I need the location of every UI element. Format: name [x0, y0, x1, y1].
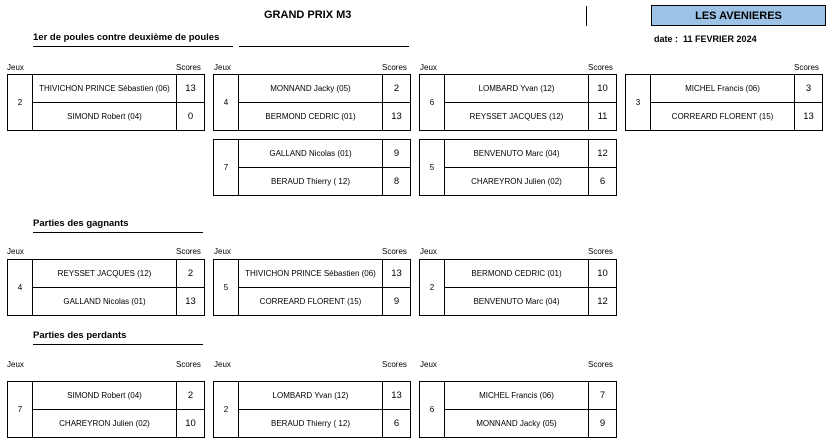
- player-name: BENVENUTO Marc (04): [445, 288, 589, 316]
- player-score: 2: [177, 382, 204, 410]
- player-name: BERAUD Thierry ( 12): [239, 168, 383, 196]
- player-name: CHAREYRON Julien (02): [33, 410, 177, 438]
- jeu-number: 4: [8, 260, 33, 315]
- match-box: [625, 74, 823, 131]
- player-score: 9: [393, 295, 400, 307]
- match-box: [213, 259, 411, 316]
- player-name: THIVICHON PRINCE Sébastien (06): [33, 75, 177, 103]
- jeux-header: Jeux: [7, 247, 24, 256]
- scores-header: Scores: [794, 63, 819, 72]
- player-score: 11: [597, 110, 608, 122]
- player-score: 2: [177, 260, 204, 288]
- jeux-header: Jeux: [214, 360, 231, 369]
- jeux-header: Jeux: [214, 63, 231, 72]
- jeux-header: Jeux: [214, 247, 231, 256]
- jeu-number: 2: [420, 260, 445, 315]
- match-box: [419, 74, 617, 131]
- jeu-number: 7: [8, 382, 33, 437]
- player-name: BENVENUTO Marc (04): [445, 140, 589, 168]
- scores-header: Scores: [382, 247, 407, 256]
- jeux-header: Jeux: [7, 360, 24, 369]
- player-score: 13: [391, 110, 402, 122]
- jeu-number: 4: [214, 75, 239, 130]
- jeux-header: Jeux: [420, 360, 437, 369]
- section-title-gagnants: Parties des gagnants: [33, 218, 129, 229]
- player-score: 10: [589, 260, 616, 288]
- player-score: 13: [383, 382, 410, 410]
- match-box: [419, 259, 617, 316]
- jeux-header: Jeux: [7, 63, 24, 72]
- jeux-header: Jeux: [420, 63, 437, 72]
- player-name: BERAUD Thierry ( 12): [239, 410, 383, 438]
- player-name: SIMOND Robert (04): [33, 382, 177, 410]
- player-name: GALLAND Nicolas (01): [239, 140, 383, 168]
- header-divider: [586, 6, 587, 26]
- player-name: BERMOND CEDRIC (01): [239, 103, 383, 131]
- player-score: 12: [597, 295, 608, 307]
- scores-header: Scores: [588, 247, 613, 256]
- section-title-poules: 1er de poules contre deuxième de poules: [33, 32, 220, 43]
- match-box: [7, 74, 205, 131]
- player-name: MICHEL Francis (06): [651, 75, 795, 103]
- player-name: REYSSET JACQUES (12): [33, 260, 177, 288]
- player-name: REYSSET JACQUES (12): [445, 103, 589, 131]
- player-name: GALLAND Nicolas (01): [33, 288, 177, 316]
- match-box: [213, 74, 411, 131]
- match-box: [213, 139, 411, 196]
- scores-header: Scores: [176, 247, 201, 256]
- player-score: 13: [185, 295, 196, 307]
- player-score: 7: [589, 382, 616, 410]
- player-name: MONNAND Jacky (05): [239, 75, 383, 103]
- player-score: 6: [393, 417, 400, 429]
- player-score: 10: [185, 417, 196, 429]
- date-label: date :: [654, 34, 679, 44]
- match-box: [213, 381, 411, 438]
- jeu-number: 7: [214, 140, 239, 195]
- venue-banner: LES AVENIERES: [651, 5, 826, 26]
- player-score: 9: [383, 140, 410, 168]
- scores-header: Scores: [382, 63, 407, 72]
- jeu-number: 6: [420, 382, 445, 437]
- scores-header: Scores: [176, 63, 201, 72]
- jeu-number: 2: [214, 382, 239, 437]
- jeu-number: 5: [420, 140, 445, 195]
- match-box: [419, 381, 617, 438]
- player-name: CHAREYRON Julien (02): [445, 168, 589, 196]
- section-underline: [33, 344, 203, 345]
- jeu-number: 2: [8, 75, 33, 130]
- scores-header: Scores: [176, 360, 201, 369]
- jeux-header: Jeux: [420, 247, 437, 256]
- player-score: 9: [599, 417, 606, 429]
- player-name: CORREARD FLORENT (15): [239, 288, 383, 316]
- jeu-number: 3: [626, 75, 651, 130]
- date-line: [654, 34, 757, 44]
- player-score: 10: [589, 75, 616, 103]
- player-score: 12: [589, 140, 616, 168]
- player-score: 13: [383, 260, 410, 288]
- jeu-number: 5: [214, 260, 239, 315]
- player-name: CORREARD FLORENT (15): [651, 103, 795, 131]
- match-box: [7, 381, 205, 438]
- player-name: LOMBARD Yvan (12): [445, 75, 589, 103]
- section-underline: [33, 46, 233, 47]
- player-score: 6: [599, 175, 606, 187]
- match-box: [7, 259, 205, 316]
- scores-header: Scores: [588, 63, 613, 72]
- player-score: 3: [795, 75, 822, 103]
- scores-header: Scores: [588, 360, 613, 369]
- section-title-perdants: Parties des perdants: [33, 330, 127, 341]
- player-score: 13: [177, 75, 204, 103]
- player-name: SIMOND Robert (04): [33, 103, 177, 131]
- player-name: THIVICHON PRINCE Sébastien (06): [239, 260, 383, 288]
- player-name: BERMOND CEDRIC (01): [445, 260, 589, 288]
- section-underline: [33, 232, 203, 233]
- player-name: LOMBARD Yvan (12): [239, 382, 383, 410]
- player-name: MONNAND Jacky (05): [445, 410, 589, 438]
- player-score: 8: [393, 175, 400, 187]
- match-box: [419, 139, 617, 196]
- scores-header: Scores: [382, 360, 407, 369]
- page-title: GRAND PRIX M3: [264, 9, 352, 21]
- player-score: 2: [383, 75, 410, 103]
- player-score: 0: [187, 110, 194, 122]
- jeu-number: 6: [420, 75, 445, 130]
- player-score: 13: [803, 110, 814, 122]
- section-underline: [239, 46, 409, 47]
- player-name: MICHEL Francis (06): [445, 382, 589, 410]
- date-value: 11 FEVRIER 2024: [683, 34, 757, 44]
